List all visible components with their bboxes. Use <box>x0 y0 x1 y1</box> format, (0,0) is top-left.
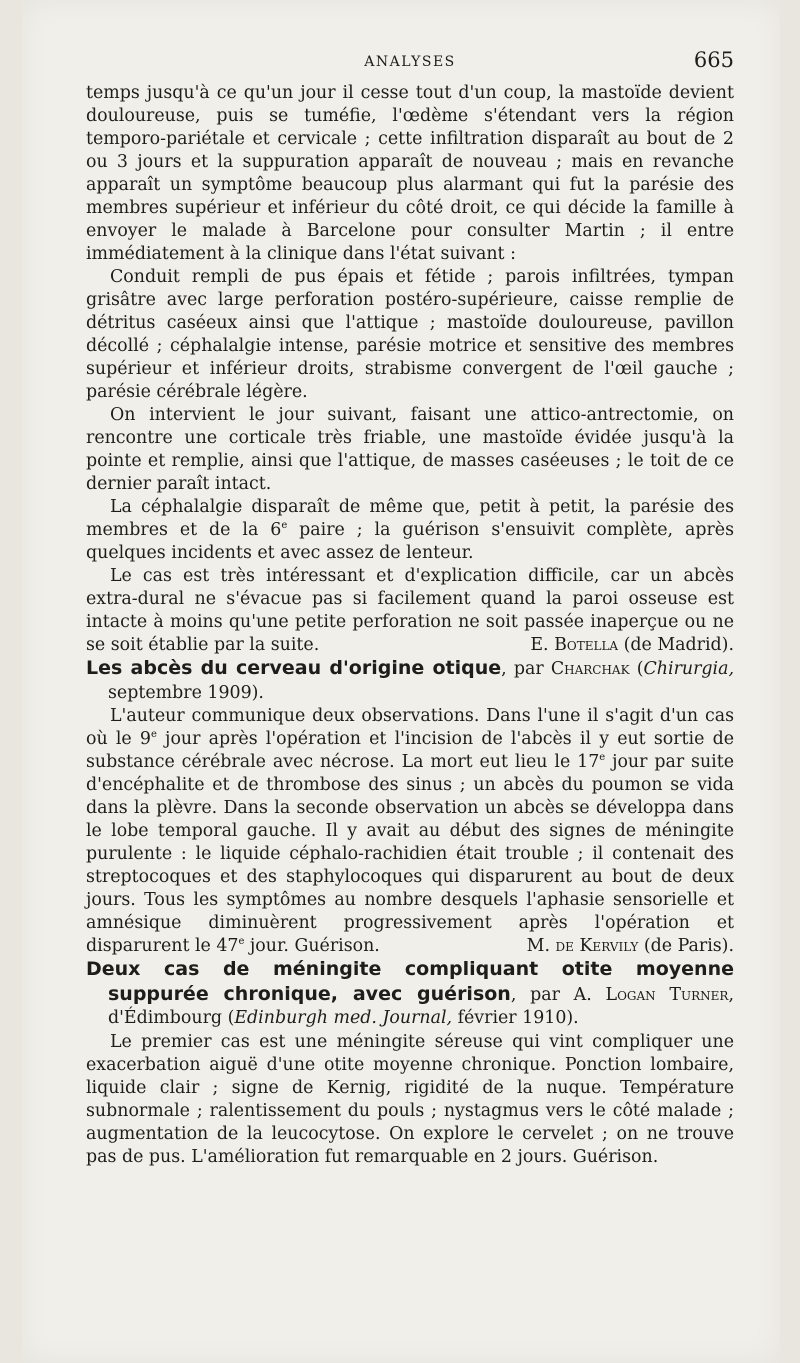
signature-place: (de Paris). <box>643 936 734 956</box>
signature-place: (de Madrid). <box>623 635 734 655</box>
signature-initial: M. <box>526 936 550 956</box>
article-heading <box>86 657 734 705</box>
article-heading <box>86 958 734 1031</box>
paragraph <box>86 705 734 958</box>
paragraph <box>86 496 734 565</box>
paragraph: On intervient le jour suivant, faisant une attico-antrectomie, on rencontre une corticale très friable, une mastoïde évidée jusqu'à la pointe et remplie, ainsi que l'attique, de masses caséeuses ; le toit de ce dernier paraît intact. <box>86 405 734 494</box>
paragraph: Conduit rempli de pus épais et fétide ; parois infiltrées, tympan grisâtre avec large perforation postéro-supérieure, caisse remplie de détritus caséeux ainsi que l'attique ; mastoïde douloureuse, pavillon décollé ; céphalalgie intense, parésie motrice et sensitive des membres supérieur et inférieur droits, strabisme convergent de l'œil gauche ; parésie cérébrale légère. <box>86 267 734 402</box>
signature-particle: de <box>555 936 574 956</box>
byline: , par <box>501 659 551 679</box>
article-title: Deux cas de méningite compliquant otite moyenne suppurée chronique, avec guérison <box>86 958 734 1005</box>
text-run: jour par suite d'encéphalite et de thrombose des sinus ; un abcès du poumon se vida dans la plèvre. Dans la seconde observation un abcès se développa dans le lobe temporal gauche. Il y avait au début des signes de méningite purulente : le liquide céphalo-rachidien était trouble ; il contenait des streptocoques et des staphylocoques qui disparurent au bout de deux jours. Tous les symptômes au nombre desquels l'aphasie sensorielle et amnésique diminuèrent progressivement après l'opération et disparurent le 47 <box>86 752 734 956</box>
signature-name: Botella <box>554 635 619 655</box>
affiliation: , d'Édimbourg ( <box>108 984 734 1028</box>
publication-date: février 1910). <box>452 1008 579 1028</box>
author-name: Charchak <box>550 659 630 679</box>
article-title: Les abcès du cerveau d'origine otique <box>86 657 502 679</box>
superscript: e <box>599 752 606 764</box>
paragraph: Le premier cas est une méningite séreuse qui vint compliquer une exacerbation aiguë d'une otite moyenne chronique. Ponction lombaire, liquide clair ; signe de Kernig, rigidité de la nuque. Température subnormale ; ralentissement du pouls ; nystagmus vers le côté malade ; augmentation de la leucocytose. On explore le cervelet ; on ne trouve pas de pus. L'amélioration fut remarquable en 2 jours. Guérison. <box>86 1031 734 1167</box>
page-content <box>86 48 734 1169</box>
publication-date: septembre 1909). <box>108 682 264 703</box>
text-run: La céphalalgie disparaît de même que, petit à petit, la parésie des membres et de la 6 <box>86 497 734 540</box>
superscript: e <box>150 729 157 741</box>
paragraph: temps jusqu'à ce qu'un jour il cesse tout d'un coup, la mastoïde devient douloureuse, puis se tuméfie, l'œdème s'étendant vers la région temporo-pariétale et cervicale ; cette infiltration disparaît au bout de 2 ou 3 jours et la suppuration apparaît de nouveau ; mais en revanche apparaît un symptôme beaucoup plus alarmant qui fut la parésie des membres supérieur et inférieur du côté droit, ce qui décide la famille à envoyer le malade à Barcelone pour consulter Martin ; il entre immédiatement à la clinique dans l'état suivant : <box>86 83 734 264</box>
text-run: jour. Guérison. <box>244 936 380 956</box>
superscript: e <box>238 936 245 948</box>
journal-name: Chirurgia, <box>643 659 734 679</box>
signature <box>506 634 734 657</box>
running-title: ANALYSES <box>364 54 456 70</box>
paragraph <box>86 565 734 657</box>
byline: , par A. <box>510 984 606 1005</box>
text-run: L'auteur communique deux observations. Dans l'une il s'agit d'un cas où le 9 <box>86 706 734 749</box>
text-run: jour après l'opération et l'incision de l'abcès il y eut sortie de substance cérébrale avec nécrose. La mort eut lieu le 17 <box>86 729 734 772</box>
journal-name: Edinburgh med. Journal, <box>234 1008 453 1028</box>
author-name: Logan Turner <box>605 984 729 1005</box>
page-number: 665 <box>693 48 734 72</box>
signature <box>503 935 734 958</box>
superscript: e <box>281 520 288 532</box>
source-paren: ( <box>629 659 644 679</box>
signature-name: Kervily <box>579 936 639 956</box>
signature-initial: E. <box>530 635 549 655</box>
text-run: Le cas est très intéressant et d'explication difficile, car un abcès extra-dural ne s'évacue pas si facilement quand la paroi osseuse est intacte à moins qu'une petite perforation ne soit passée inaperçue ou ne se soit établie par la suite. <box>86 566 734 655</box>
page <box>22 0 780 1363</box>
running-head <box>86 48 734 82</box>
text-run: paire ; la guérison s'ensuivit complète, après quelques incidents et avec assez de lenteur. <box>86 520 734 563</box>
